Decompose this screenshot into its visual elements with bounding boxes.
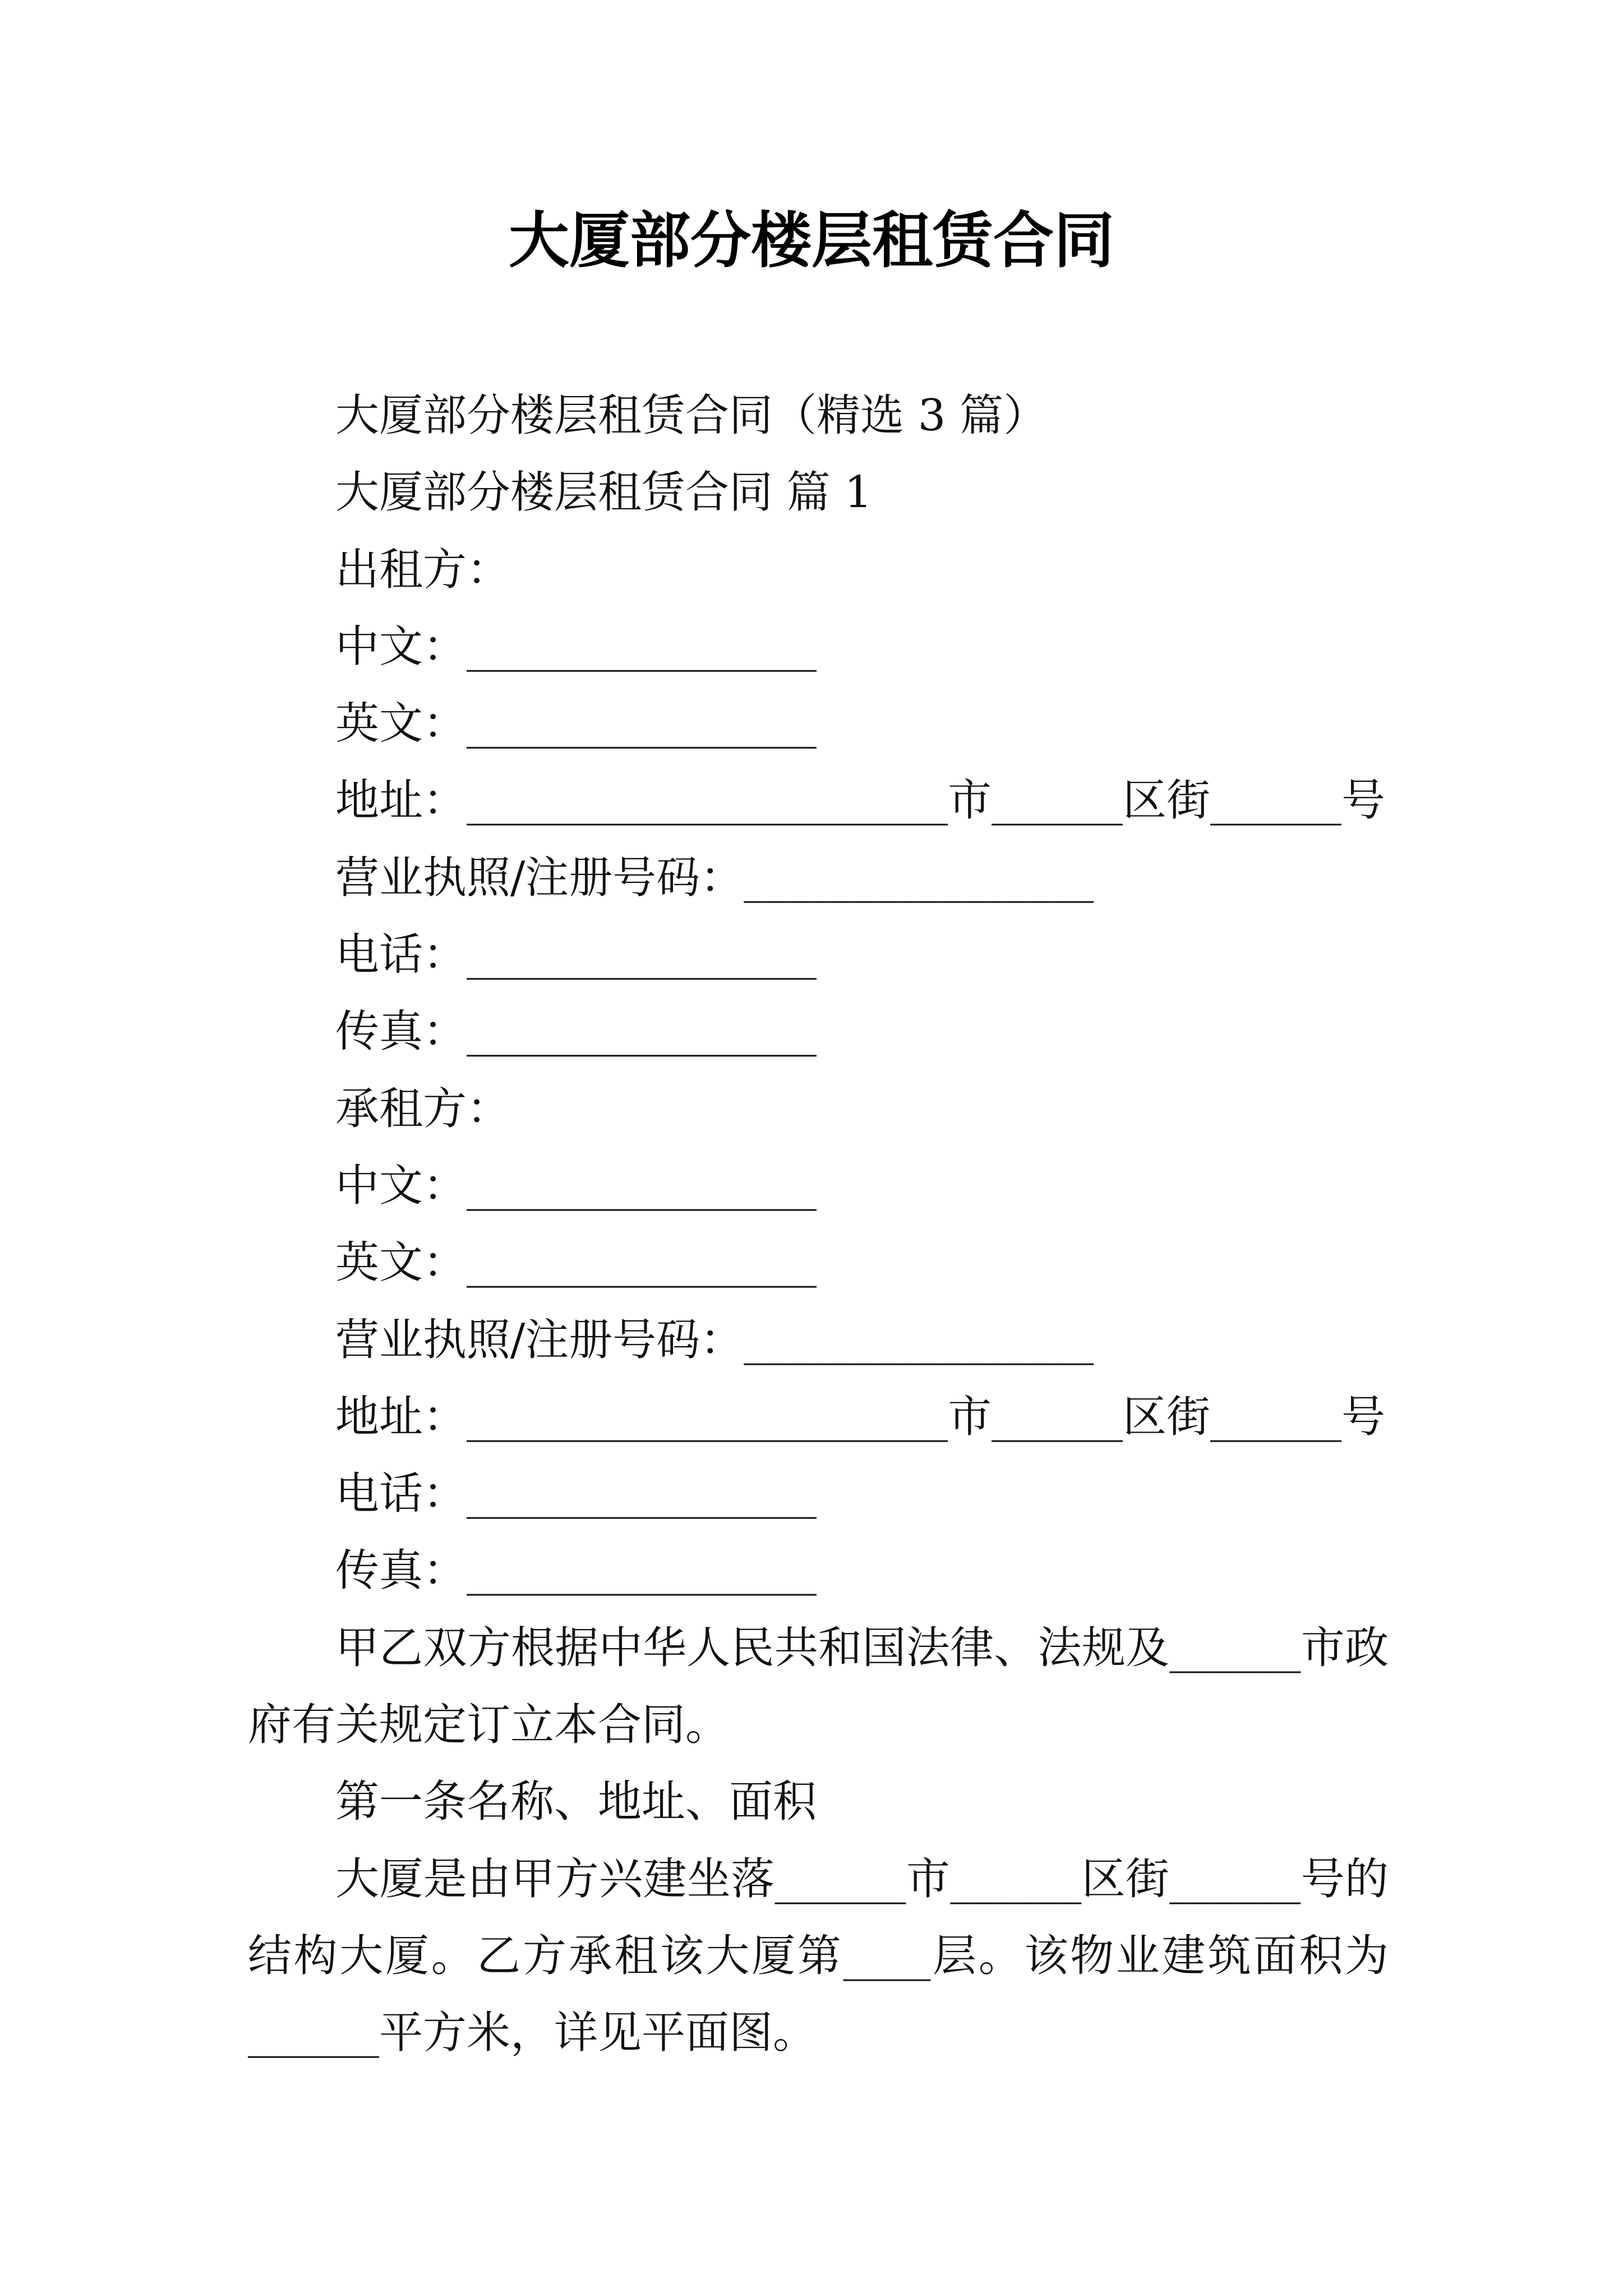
lessor-section: [248, 532, 1389, 1071]
clause-1-line: 结构大厦。乙方承租该大厦第____层。该物业建筑面积为: [248, 1930, 1389, 1981]
lessee-fax-field: 传真：________________: [335, 1545, 817, 1596]
document-title: 大厦部分楼层租赁合同: [508, 205, 1114, 276]
lessor-english-name-field: 英文：________________: [335, 698, 817, 749]
clause-1-line: 大厦是由甲方兴建坐落______市______区街______号的: [335, 1853, 1389, 1904]
lessor-chinese-name-field: 中文：________________: [335, 621, 817, 672]
lessee-heading: 承租方：: [335, 1083, 511, 1134]
lessee-section: [248, 1071, 1389, 1610]
lessor-license-number-field: 营业执照/注册号码：________________: [335, 852, 1094, 903]
article-title: 大厦部分楼层租赁合同 篇 1: [335, 467, 873, 518]
clause-1-heading: 第一条名称、地址、面积: [335, 1777, 817, 1828]
lessee-english-name-field: 英文：________________: [335, 1237, 817, 1289]
document-body: [248, 378, 1389, 2072]
lessor-phone-field: 电话：________________: [335, 930, 817, 981]
lessor-heading: 出租方：: [335, 544, 511, 595]
lessee-license-number-field: 营业执照/注册号码：________________: [335, 1314, 1094, 1365]
preamble-line: 甲乙双方根据中华人民共和国法律、法规及______市政: [335, 1622, 1389, 1673]
lessor-address-field: 地址：______________________市______区街______号: [335, 775, 1386, 826]
clause-1-section: [248, 1764, 1389, 2072]
lessee-phone-field: 电话：________________: [335, 1469, 817, 1520]
preamble-line: 府有关规定订立本合同。: [248, 1700, 730, 1751]
preamble-paragraph: [248, 1610, 1389, 1764]
lessee-address-field: 地址：______________________市______区街______号: [335, 1391, 1386, 1442]
lessor-fax-field: 传真：________________: [335, 1006, 817, 1057]
collection-title: 大厦部分楼层租赁合同（精选 3 篇）: [335, 390, 1048, 441]
clause-1-line: ______平方米，详见平面图。: [248, 2008, 817, 2059]
lessee-chinese-name-field: 中文：________________: [335, 1160, 817, 1211]
